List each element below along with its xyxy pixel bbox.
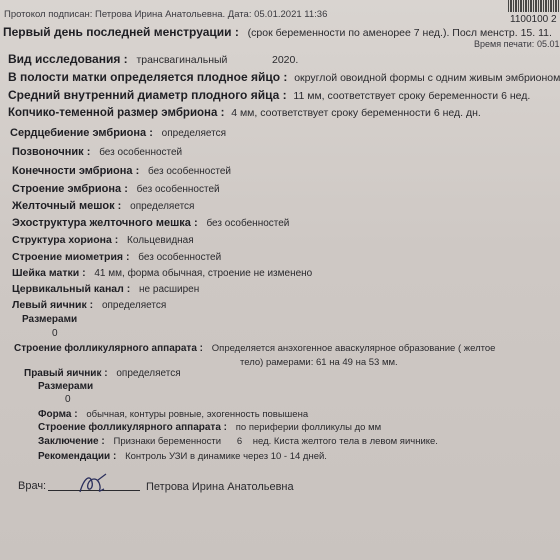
study-type-value: трансвагинальный	[136, 54, 228, 66]
right-ovary-size-label: Размерами	[38, 381, 94, 392]
spine-row	[12, 146, 182, 158]
gestational-sac-value: округлой овоидной формы с одним живым эмбрионом	[294, 72, 560, 84]
gestational-sac-row	[8, 70, 560, 84]
myometrium-label: Строение миометрия :	[12, 251, 130, 263]
crl-label: Копчико-теменной размер эмбриона :	[8, 107, 225, 119]
limbs-value: без особенностей	[148, 166, 231, 177]
lmp-value-cont: 2020.	[272, 54, 299, 66]
recommendations-row	[38, 451, 327, 462]
left-ovary-size-value: 0	[52, 328, 58, 339]
right-form-label: Форма :	[38, 409, 78, 420]
sac-diameter-row	[8, 88, 530, 102]
print-time-label: Время печати:	[474, 39, 535, 49]
yolk-echo-label: Эхоструктура желточного мешка :	[12, 217, 198, 229]
cervical-canal-label: Цервикальный канал :	[12, 283, 131, 295]
heartbeat-value: определяется	[161, 128, 226, 139]
heartbeat-row	[10, 127, 226, 139]
yolk-sac-row	[12, 200, 194, 212]
cervix-label: Шейка матки :	[12, 267, 86, 279]
myometrium-row	[12, 251, 221, 263]
embryo-structure-value: без особенностей	[136, 184, 220, 195]
right-ovary-size-value: 0	[65, 394, 71, 405]
yolk-sac-label: Желточный мешок :	[12, 200, 122, 212]
left-ovary-size-label: Размерами	[22, 314, 78, 325]
sac-diameter-value: 11 мм, соответствует сроку беременности 6 нед.	[293, 90, 531, 102]
conclusion-row	[38, 436, 438, 447]
crl-value: 4 мм, соответствует сроку беременности 6 нед. дн.	[231, 107, 481, 119]
gestational-sac-label: В полости матки определяется плодное яйцо :	[8, 70, 288, 84]
right-form-row	[38, 409, 308, 420]
study-type-row	[8, 52, 227, 66]
left-follicle-label: Строение фолликулярного аппарата :	[14, 343, 203, 354]
yolk-echo-value: без особенностей	[206, 218, 290, 229]
right-ovary-label: Правый яичник :	[24, 368, 108, 379]
chorion-value: Кольцевидная	[127, 235, 194, 246]
right-ovary-row	[24, 368, 181, 379]
yolk-echo-row	[12, 217, 289, 229]
right-follicle-row	[38, 422, 381, 433]
conclusion-label: Заключение :	[38, 436, 105, 447]
barcode-number: 1100100 2	[510, 14, 557, 25]
chorion-row	[12, 234, 194, 246]
left-ovary-label: Левый яичник :	[12, 299, 94, 311]
lmp-row	[3, 25, 552, 39]
yolk-sac-value: определяется	[130, 201, 195, 212]
left-ovary-value: определяется	[101, 300, 167, 311]
left-ovary-row	[12, 299, 166, 311]
doctor-signature	[76, 472, 110, 496]
myometrium-value: без особенностей	[138, 252, 222, 263]
lmp-value: (срок беременности по аменорее 7 нед.). Посл менстр. 15. 11.	[247, 27, 552, 39]
signed-line: Протокол подписан: Петрова Ирина Анатольевна. Дата: 05.01.2021 11:36	[4, 9, 328, 20]
left-follicle-value-cont: тело) рамерами: 61 на 49 на 53 мм.	[240, 357, 398, 368]
barcode	[508, 0, 560, 12]
crl-row	[8, 107, 481, 119]
chorion-label: Структура хориона :	[12, 234, 119, 246]
sac-diameter-label: Средний внутренний диаметр плодного яйца :	[8, 88, 287, 102]
study-type-label: Вид исследования :	[8, 52, 128, 66]
lmp-label: Первый день последней менструации :	[3, 25, 239, 39]
limbs-row	[12, 165, 231, 177]
left-follicle-row	[14, 343, 495, 354]
left-follicle-value: Определяется анэхогенное аваскулярное образование ( желтое	[211, 343, 496, 354]
cervical-canal-value: не расширен	[139, 284, 200, 295]
spine-value: без особенностей	[99, 147, 183, 158]
recommendations-label: Рекомендации :	[38, 451, 117, 462]
heartbeat-label: Сердцебиение эмбриона :	[10, 127, 153, 139]
recommendations-value: Контроль УЗИ в динамике через 10 - 14 дней.	[125, 451, 327, 462]
embryo-structure-label: Строение эмбриона :	[12, 183, 128, 195]
right-follicle-value: по периферии фолликулы до мм	[235, 422, 382, 433]
print-time-value: 05.01	[537, 39, 560, 49]
spine-label: Позвоночник :	[12, 146, 91, 158]
cervical-canal-row	[12, 283, 199, 295]
embryo-structure-row	[12, 183, 220, 195]
limbs-label: Конечности эмбриона :	[12, 165, 140, 177]
right-form-value: обычная, контуры ровные, эхогенность повышена	[86, 409, 309, 420]
cervix-row	[12, 267, 312, 279]
cervix-value: 41 мм, форма обычная, строение не изменено	[94, 268, 313, 279]
right-ovary-value: определяется	[116, 368, 181, 379]
right-follicle-label: Строение фолликулярного аппарата :	[38, 422, 227, 433]
doctor-label: Врач:	[18, 480, 47, 492]
doctor-name: Петрова Ирина Анатольевна	[146, 481, 294, 493]
conclusion-value: Признаки беременности 6 нед. Киста желтого тела в левом яичнике.	[113, 436, 438, 447]
